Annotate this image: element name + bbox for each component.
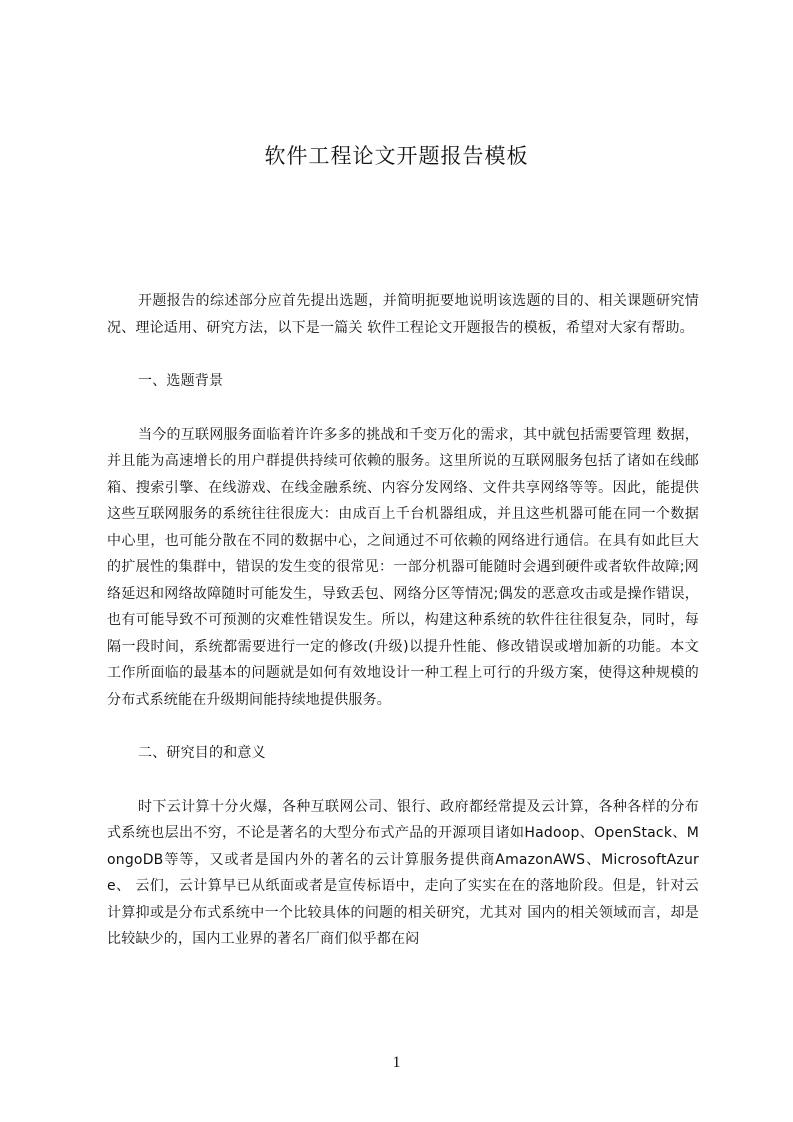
document-body [107, 288, 699, 953]
section-heading-background: 一、选题背景 [138, 373, 224, 389]
document-title: 软件工程论文开题报告模板 [264, 144, 529, 168]
intro-paragraph: 开题报告的综述部分应首先提出选题，并简明扼要地说明该选题的目的、相关课题研究情况、理论适用、研究方法，以下是一篇关 软件工程论文开题报告的模板，希望对大家有帮助。 [107, 293, 699, 336]
spacer [107, 713, 699, 740]
section-body-background: 当今的互联网服务面临着许许多多的挑战和千变万化的需求，其中就包括需要管理 数据，并且能为高速增长的用户群提供持续可依赖的服务。这里所说的互联网服务包括了诸如在线邮箱、搜索引擎、在线游戏、在线金融系统、内容分发网络、文件共享网络等等。因此，能提供这些互联网服务的系统往往很庞大：由成百上千台机器组成，并且这些机器可能在同一个数据中心里，也可能分散在不同的数据中心，之间通过不可依赖的网络进行通信。在具有如此巨大的扩展性的集群中，错误的发生变的很常见：一部分机器可能随时会遇到硬件或者软件故障;网络延迟和网络故障随时可能发生，导致丢包、网络分区等情况;偶发的恶意攻击或是操作错误，也有可能导致不可预测的灾难性错误发生。所以，构建这种系统的软件往往很复杂，同时，每隔一段时间，系统都需要进行一定的修改(升级)以提升性能、修改错误或增加新的功能。本文工作所面临的最基本的问题就是如何有效地设计一种工程上可行的升级方案，使得这种规模的分布式系统能在升级期间能持续地提供服务。 [107, 426, 699, 708]
section-heading-purpose: 二、研究目的和意义 [138, 745, 266, 761]
page-number: 1 [392, 1054, 401, 1071]
spacer [107, 395, 699, 422]
spacer [107, 341, 699, 368]
spacer [107, 767, 699, 794]
section-body-purpose: 时下云计算十分火爆，各种互联网公司、银行、政府都经常提及云计算，各种各样的分布式系统也层出不穷，不论是著名的大型分布式产品的开源项目诸如Hadoop、OpenStack、MongoDB等等，又或者是国内外的著名的云计算服务提供商AmazonAWS、MicrosoftAzure、 云们，云计算早已从纸面或者是宣传标语中，走向了实实在在的落地阶段。但是，针对云计算抑或是分布式系统中一个比较具体的问题的相关研究，尤其对 国内的相关领域而言，却是比较缺少的，国内工业界的著名厂商们似乎都在闷 [107, 798, 699, 947]
